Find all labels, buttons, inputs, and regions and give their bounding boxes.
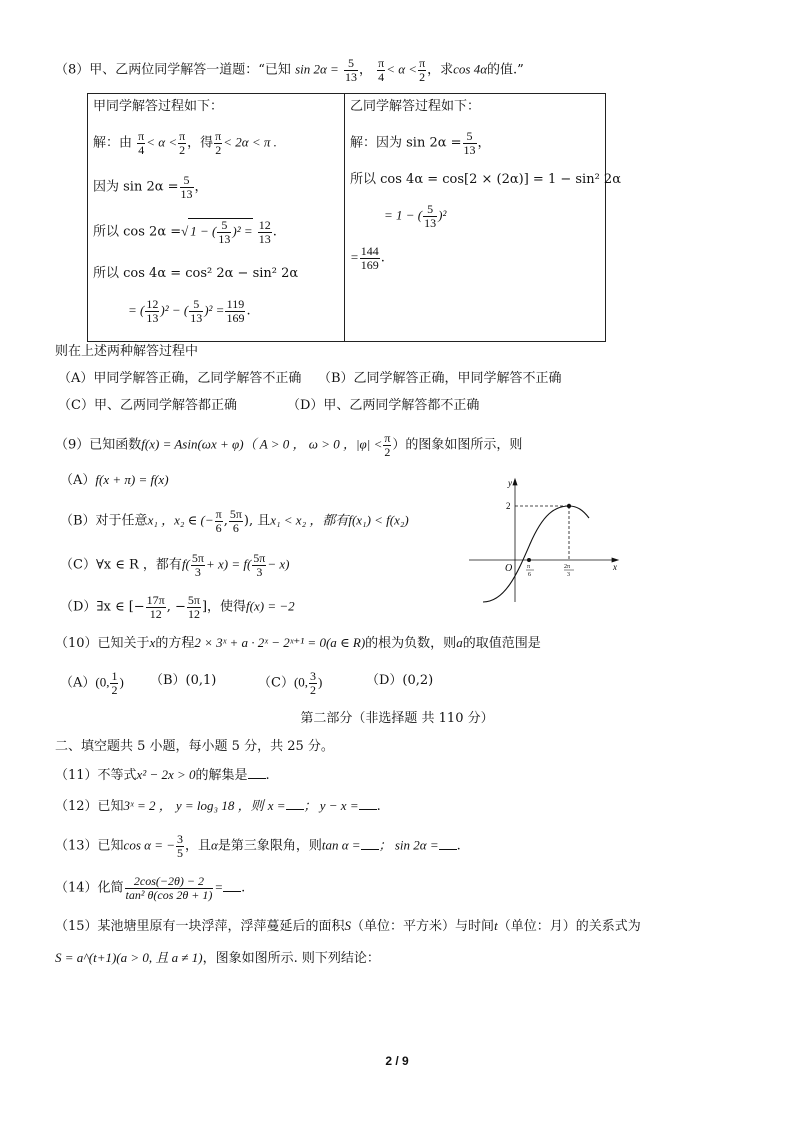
q14: （14）化简 $\frac{2\cos(-2\theta) - 2}{\text{tan² θ(cos 2θ + 1)}}$ = . bbox=[55, 874, 246, 902]
yi-line3: = 1 − ( $\frac{5}{13}$ )² bbox=[384, 202, 447, 230]
part2-heading: 第二部分（非选择题 共 110 分） bbox=[300, 711, 494, 726]
q8-stem: （8）甲、乙两位同学解答一道题：“已知 sin 2α = $\frac{5}{13}$ ， $\frac{\pi}{4}$ < α < $\frac{\pi}{2}$ ，求cos 4α的值.” bbox=[55, 56, 524, 84]
q9-stem: （9）已知函数f(x) = Asin(ωx + φ)（ A > 0 ， ω > 0 ，|φ| < $\frac{\pi}{2}$ ）的图象如图所示，则 bbox=[55, 431, 523, 459]
y-tick-2: 2 bbox=[506, 501, 511, 511]
frac-5-13: $\frac{5}{13}$ bbox=[344, 56, 357, 84]
q9-option-d: （D）∃x ∈ [− $\frac{17\pi}{12}$ , − $\frac{5\pi}{12}$ ]，使得f(x) = −2 bbox=[60, 593, 295, 621]
q9-option-a: （A）f(x + π) = f(x) bbox=[60, 472, 169, 488]
q9-option-c: （C）∀x ∈ R ，都有f( $\frac{5\pi}{3}$ + x) = f( $\frac{5\pi}{3}$ − x) bbox=[60, 551, 290, 579]
yi-line2: 所以 cos 4α = cos[2 × (2α)] = 1 − sin² 2α bbox=[350, 172, 621, 187]
svg-text:π: π bbox=[527, 564, 531, 570]
yi-line1: 解：因为 sin 2α = $\frac{5}{13}$ ， bbox=[350, 129, 491, 157]
answer-blank[interactable] bbox=[361, 837, 379, 850]
answer-blank[interactable] bbox=[439, 837, 457, 850]
q8-option-c: （C）甲、乙两同学解答都正确 bbox=[58, 398, 237, 413]
jia-line3: 所以 cos 2α =√ 1 − ( $\frac{5}{13}$ )² = $\frac{12}{13}$ . bbox=[93, 218, 277, 246]
peak-point bbox=[567, 504, 571, 508]
answer-blank[interactable] bbox=[359, 797, 377, 810]
yi-title: 乙同学解答过程如下： bbox=[350, 99, 481, 114]
section2-heading: 二、填空题共 5 小题，每小题 5 分，共 25 分。 bbox=[55, 739, 334, 754]
q8-option-d: （D）甲、乙两同学解答都不正确 bbox=[287, 398, 480, 413]
q10-option-b: （B）(0,1) bbox=[150, 673, 217, 688]
q8-option-b: （B）乙同学解答正确，甲同学解答不正确 bbox=[318, 371, 562, 386]
q13: （13）已知cos α = − $\frac{3}{5}$ ，且α是第三象限角，则tan α = ； sin 2α = . bbox=[55, 832, 461, 860]
jia-line5: = ( $\frac{12}{13}$ )² − ( $\frac{5}{13}$ )² = $\frac{119}{169}$ . bbox=[128, 297, 251, 325]
q10-option-d: （D）(0,2) bbox=[366, 673, 434, 688]
q15-line2: S = a^(t+1)(a > 0, 且 a ≠ 1)，图象如图所示. 则下列结论： bbox=[55, 950, 380, 966]
q15-line1: （15）某池塘里原有一块浮萍，浮萍蔓延后的面积S（单位：平方米）与时间t（单位：月）的关系式为 bbox=[55, 918, 641, 934]
svg-text:3: 3 bbox=[567, 572, 570, 578]
svg-text:6: 6 bbox=[528, 572, 531, 578]
q9-option-b: （B）对于任意x₁ ，x₂ ∈ (− $\frac{\pi}{6}$ , $\frac{5\pi}{6}$ ), 且x₁ < x₂ ，都有f(x₁) < f(x₂) bbox=[60, 507, 409, 535]
sine-graph bbox=[465, 474, 625, 608]
q10-stem: （10）已知关于x的方程2 × 3ˣ + a · 2ˣ − 2ˣ⁺¹ = 0(a ∈ R)的根为负数，则a的取值范围是 bbox=[55, 635, 541, 651]
jia-line4: 所以 cos 4α = cos² 2α − sin² 2α bbox=[93, 266, 299, 281]
q10-option-a: （A）(0, $\frac{1}{2}$ ) bbox=[60, 669, 124, 697]
yi-line4: = $\frac{144}{169}$ . bbox=[350, 244, 385, 272]
origin-label: O bbox=[505, 563, 513, 574]
answer-blank[interactable] bbox=[286, 797, 304, 810]
q8-option-a: （A）甲同学解答正确，乙同学解答不正确 bbox=[58, 371, 302, 386]
jia-title: 甲同学解答过程如下： bbox=[93, 99, 224, 114]
page-number: 2 / 9 bbox=[385, 1054, 409, 1068]
y-label: y bbox=[508, 478, 512, 488]
q8-lead: 则在上述两种解答过程中 bbox=[55, 344, 199, 359]
q10-option-c: （C）(0, $\frac{3}{2}$ ) bbox=[258, 669, 323, 697]
zero-point bbox=[527, 558, 531, 562]
sine-curve bbox=[483, 506, 589, 602]
q11: （11）不等式x² − 2x > 0的解集是 . bbox=[55, 767, 270, 783]
svg-text:2π: 2π bbox=[564, 564, 571, 570]
jia-line2: 因为 sin 2α = $\frac{5}{13}$ ， bbox=[93, 173, 208, 201]
jia-line1: 解：由 $\frac{\pi}{4}$ < α < $\frac{\pi}{2}$ ，得 $\frac{\pi}{2}$ < 2α < π . bbox=[93, 129, 277, 157]
x-label: x bbox=[613, 562, 617, 572]
answer-blank[interactable] bbox=[223, 879, 241, 892]
q12: （12）已知3ˣ = 2 ， y = log₃ 18 ，则 x = ； y − x = . bbox=[55, 798, 381, 814]
answer-blank[interactable] bbox=[248, 766, 266, 779]
